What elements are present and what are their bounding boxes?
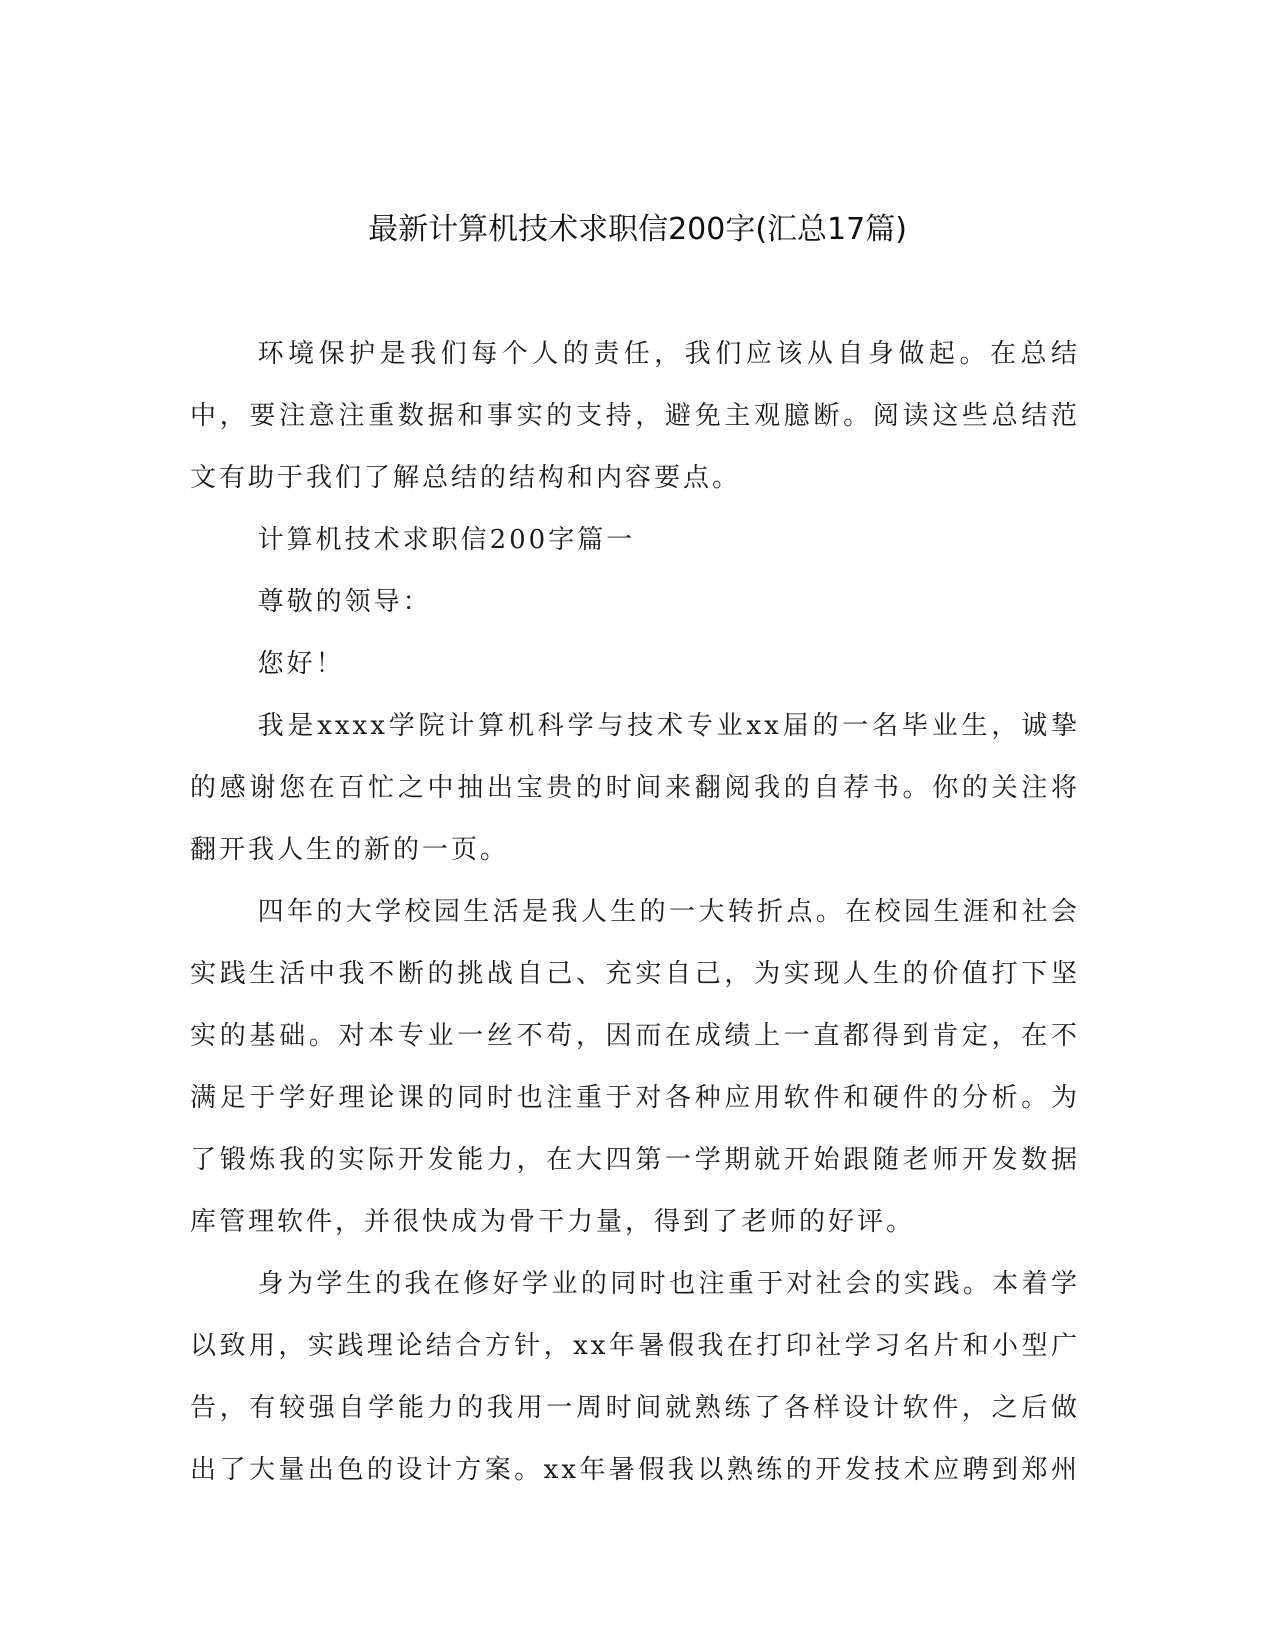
intro-paragraph: 环境保护是我们每个人的责任，我们应该从自身做起。在总结中，要注意注重数据和事实的支持，避免主观臆断。阅读这些总结范文有助于我们了解总结的结构和内容要点。 [190,339,1080,493]
document-title: 最新计算机技术求职信200字(汇总17篇) [368,212,907,247]
salutation: 尊敬的领导： [257,587,432,617]
document-body [190,323,1080,1501]
body-paragraph: 身为学生的我在修好学业的同时也注重于对社会的实践。本着学以致用，实践理论结合方针，xx年暑假我在打印社学习名片和小型广告，有较强自学能力的我用一周时间就熟练了各样设计软件，之后做出了大量出色的设计方案。xx年暑假我以熟练的开发技术应聘到郑州 [190,1269,1080,1485]
section-heading: 计算机技术求职信200字篇一 [257,525,636,555]
body-paragraph: 四年的大学校园生活是我人生的一大转折点。在校园生涯和社会实践生活中我不断的挑战自己、充实自己，为实现人生的价值打下坚实的基础。对本专业一丝不苟，因而在成绩上一直都得到肯定，在不满足于学好理论课的同时也注重于对各种应用软件和硬件的分析。为了锻炼我的实际开发能力，在大四第一学期就开始跟随老师开发数据库管理软件，并很快成为骨干力量，得到了老师的好评。 [190,897,1080,1237]
greeting: 您好！ [257,649,345,679]
body-paragraph: 我是xxxx学院计算机科学与技术专业xx届的一名毕业生，诚挚的感谢您在百忙之中抽出宝贵的时间来翻阅我的自荐书。你的关注将翻开我人生的新的一页。 [190,711,1080,865]
